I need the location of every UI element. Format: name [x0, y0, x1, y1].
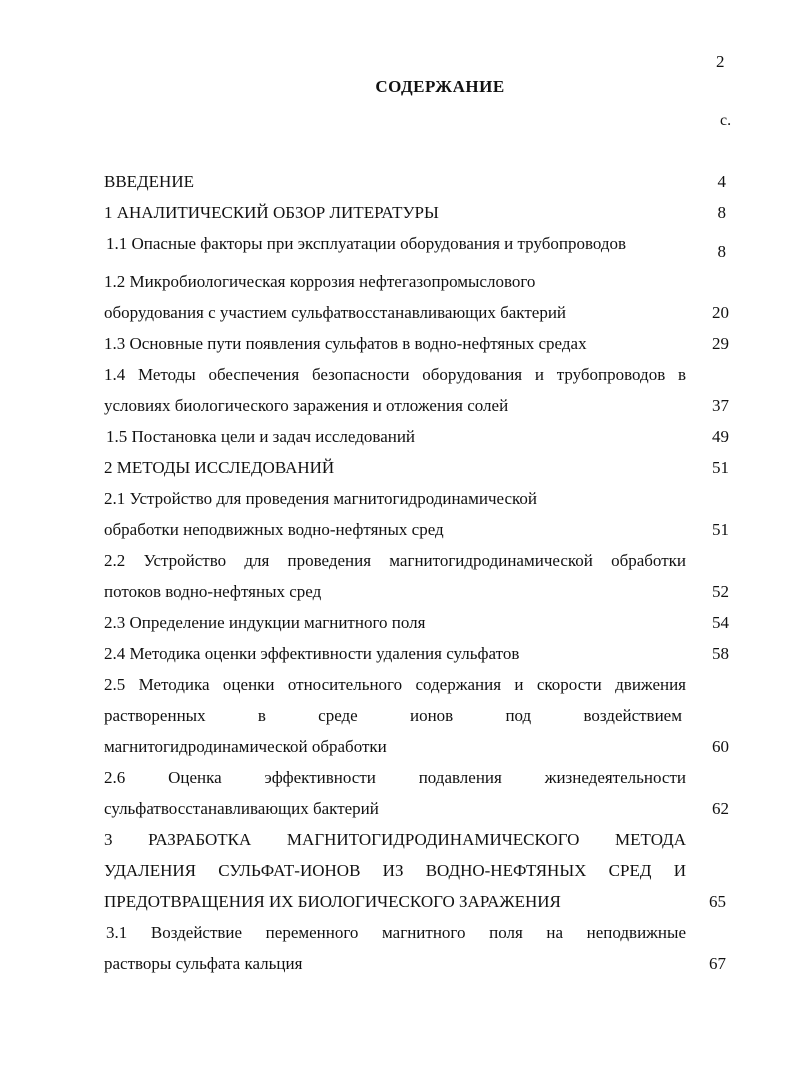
toc-entry-line: 2 МЕТОДЫ ИССЛЕДОВАНИЙ: [104, 458, 335, 477]
toc-entry-line: обработки неподвижных водно-нефтяных сред: [104, 520, 444, 539]
toc-entry-line: оборудования с участием сульфатвосстанавливающих бактерий: [104, 303, 567, 322]
toc-entry-line: магнитогидродинамической обработки: [104, 737, 387, 756]
toc-entry-page: 8: [717, 242, 726, 261]
toc-entry-page: 62: [712, 799, 729, 818]
toc-entry-page: 51: [712, 520, 729, 539]
toc-entry-line: сульфатвосстанавливающих бактерий: [104, 799, 379, 818]
toc-entry-page: 29: [712, 334, 729, 353]
toc-entry-line: 2.5 Методика оценки относительного содержания и скорости движения: [104, 675, 686, 694]
toc-entry-line: 1 АНАЛИТИЧЕСКИЙ ОБЗОР ЛИТЕРАТУРЫ: [104, 203, 439, 222]
toc-entry-line: 2.6 Оценка эффективности подавления жизнедеятельности: [104, 768, 686, 787]
toc-entry-line: 2.4 Методика оценки эффективности удаления сульфатов: [104, 644, 520, 663]
page-title: СОДЕРЖАНИЕ: [375, 77, 505, 96]
toc-entry-line: 2.3 Определение индукции магнитного поля: [104, 613, 426, 632]
toc-entry-page: 52: [712, 582, 729, 601]
toc-entry-page: 65: [709, 892, 726, 911]
toc-entry-line: 1.5 Постановка цели и задач исследований: [106, 427, 416, 446]
toc-entry-line: 1.1 Опасные факторы при эксплуатации оборудования и трубопроводов: [106, 234, 627, 253]
toc-entry-page: 49: [712, 427, 729, 446]
toc-entry-page: 4: [717, 172, 726, 191]
toc-entry-page: 60: [712, 737, 729, 756]
toc-entry-page: 67: [709, 954, 726, 973]
toc-entry-line: условиях биологического заражения и отложения солей: [104, 396, 509, 415]
toc-entry-line: 3 РАЗРАБОТКА МАГНИТОГИДРОДИНАМИЧЕСКОГО МЕТОДА: [104, 830, 686, 849]
page-column-heading: с.: [720, 112, 732, 129]
page-number: 2: [716, 52, 725, 71]
toc-entry-line: 1.3 Основные пути появления сульфатов в водно-нефтяных средах: [104, 334, 587, 353]
toc-entry-page: 20: [712, 303, 729, 322]
toc-entry-line: растворенных в среде ионов под воздействием: [104, 706, 682, 725]
toc-entry-line: растворы сульфата кальция: [104, 954, 303, 973]
toc-entry-line: 3.1 Воздействие переменного магнитного поля на неподвижные: [106, 923, 686, 942]
toc-entry-line: ПРЕДОТВРАЩЕНИЯ ИХ БИОЛОГИЧЕСКОГО ЗАРАЖЕНИЯ: [104, 892, 561, 911]
toc-entry-line: ВВЕДЕНИЕ: [104, 172, 194, 191]
toc-entry-line: 2.2 Устройство для проведения магнитогидродинамической обработки: [104, 551, 686, 570]
toc-entry-line: потоков водно-нефтяных сред: [104, 582, 322, 601]
toc-entry-line: УДАЛЕНИЯ СУЛЬФАТ-ИОНОВ ИЗ ВОДНО-НЕФТЯНЫХ СРЕД И: [104, 861, 686, 880]
toc-entry-page: 54: [712, 613, 729, 632]
toc-entry-line: 1.4 Методы обеспечения безопасности оборудования и трубопроводов в: [104, 365, 686, 384]
toc-entry-page: 51: [712, 458, 729, 477]
toc-entry-page: 58: [712, 644, 729, 663]
toc-entry-line: 2.1 Устройство для проведения магнитогидродинамической: [104, 489, 538, 508]
toc-entry-page: 8: [717, 203, 726, 222]
toc-entry-page: 37: [712, 396, 729, 415]
toc-entry-line: 1.2 Микробиологическая коррозия нефтегазопромыслового: [104, 272, 536, 291]
